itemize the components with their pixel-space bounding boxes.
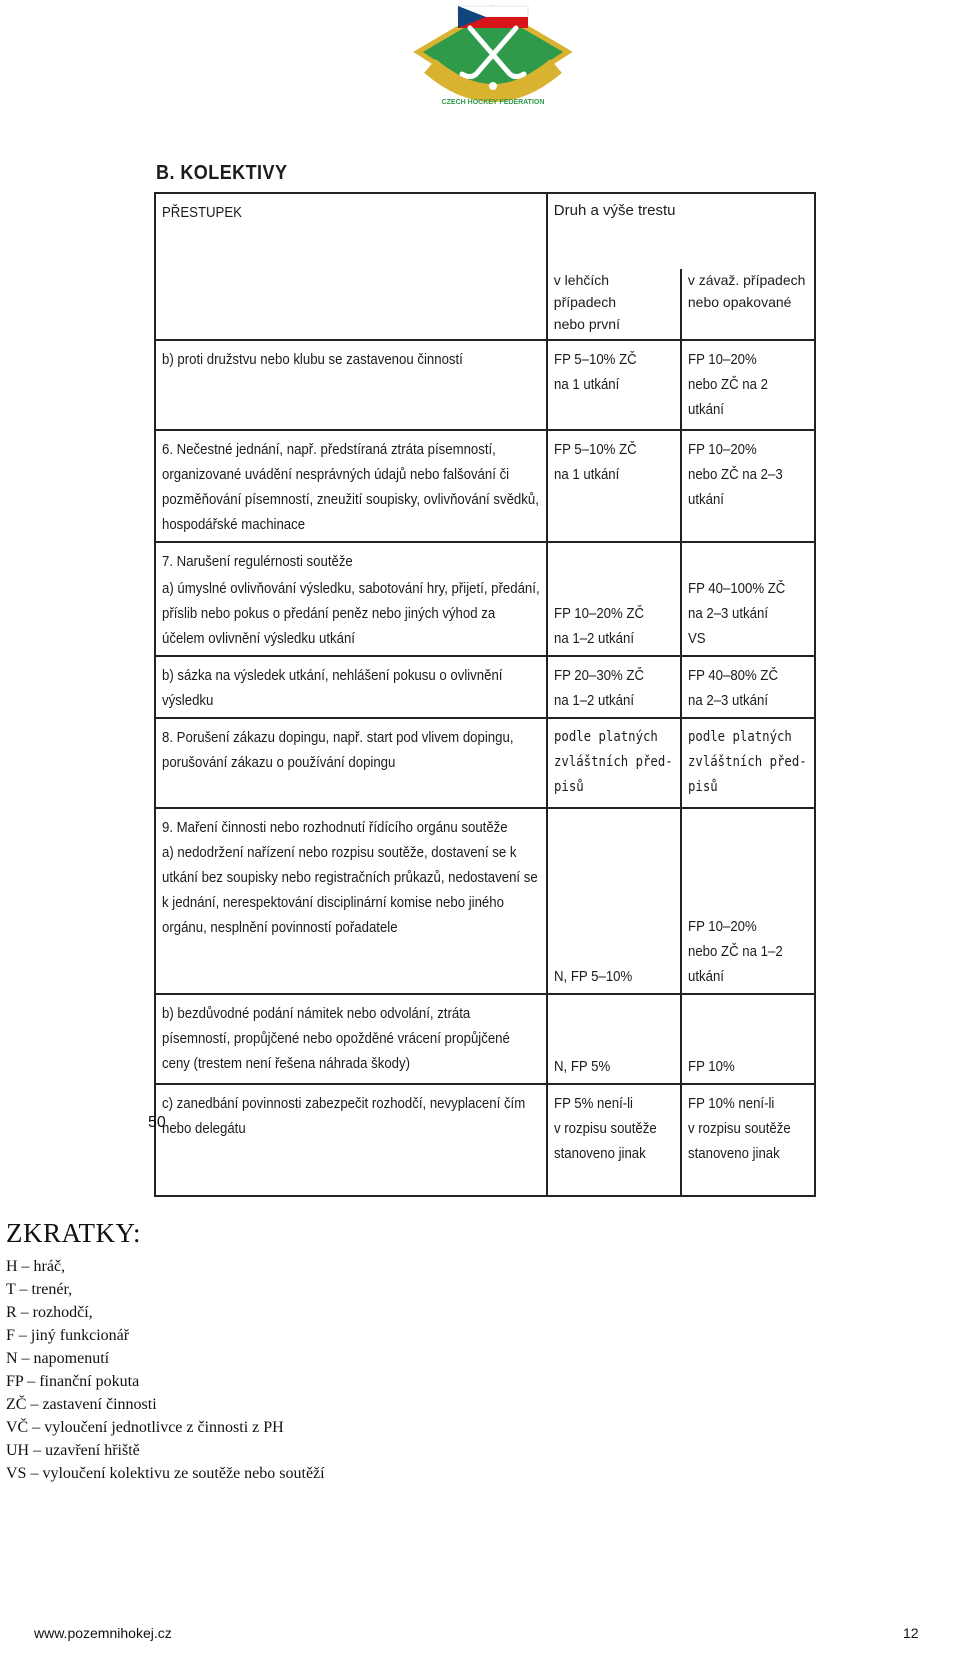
header-penalty-group: Druh a výše trestu	[547, 193, 815, 269]
list-item: UH – uzavření hřiště	[6, 1442, 140, 1459]
offense-cell: 8. Porušení zákazu dopingu, např. start pod vlivem dopingu, porušování zákazu o používání dopingu	[155, 718, 547, 808]
table-row	[155, 340, 815, 430]
abbreviations-list	[6, 1255, 325, 1485]
table-header-row	[155, 193, 815, 269]
list-item: H – hráč,	[6, 1258, 66, 1275]
logo-text: CZECH HOCKEY FEDERATION	[441, 99, 545, 106]
penalty-light-cell: FP 5–10% ZČ na 1 utkání	[547, 340, 681, 430]
offense-cell: a) úmyslné ovlivňování výsledku, sabotování hry, přijetí, předání, příslib nebo pokus o předání peněz nebo jiných výhod za účelem ovlivnění výsledku utkání	[155, 574, 547, 656]
table-row	[155, 718, 815, 808]
federation-logo	[408, 0, 578, 118]
list-item: VS – vyloučení kolektivu ze soutěže nebo soutěží	[6, 1465, 325, 1482]
penalty-severe-cell: FP 10%	[681, 994, 815, 1084]
table-row	[155, 430, 815, 542]
table-row	[155, 994, 815, 1084]
footer-url: www.pozemnihokej.cz	[34, 1625, 172, 1641]
list-item: R – rozhodčí,	[6, 1304, 93, 1321]
list-item: VČ – vyloučení jednotlivce z činnosti z PH	[6, 1419, 284, 1436]
header-col-severe: v závaž. případech nebo opakované	[681, 269, 815, 340]
list-item: T – trenér,	[6, 1281, 73, 1298]
penalty-light-cell: FP 10–20% ZČ na 1–2 utkání	[547, 542, 681, 656]
list-item: ZČ – zastavení činnosti	[6, 1396, 157, 1413]
penalty-light-cell: N, FP 5–10%	[547, 808, 681, 994]
penalty-severe-cell: FP 10–20% nebo ZČ na 2 utkání	[681, 340, 815, 430]
penalty-severe-cell: FP 40–100% ZČ na 2–3 utkání VS	[681, 542, 815, 656]
penalty-light-cell: podle platných zvláštních před- pisů	[547, 718, 681, 808]
list-item: F – jiný funkcionář	[6, 1327, 130, 1344]
penalty-severe-cell: FP 10–20% nebo ZČ na 1–2 utkání	[681, 808, 815, 994]
offense-cell: 7. Narušení regulérnosti soutěže	[155, 542, 547, 574]
list-item: FP – finanční pokuta	[6, 1373, 140, 1390]
table-row	[155, 1084, 815, 1196]
penalty-severe-cell: FP 10–20% nebo ZČ na 2–3 utkání	[681, 430, 815, 542]
offense-cell: b) bezdůvodné podání námitek nebo odvolání, ztráta písemností, propůjčené nebo opožděné vrácení propůjčené ceny (trestem není řešena náhrada škody)	[155, 994, 547, 1084]
offense-cell: 6. Nečestné jednání, např. předstíraná ztráta písemností, organizované uvádění nesprávných údajů nebo falšování či pozměňování písemností, zneužití soupisky, ovlivňování svědků, hospodářské machinace	[155, 430, 547, 542]
penalty-severe-cell: FP 10% není-li v rozpisu soutěže stanoveno jinak	[681, 1084, 815, 1196]
section-title: B. KOLEKTIVY	[156, 162, 288, 184]
penalty-severe-cell: podle platných zvláštních před- pisů	[681, 718, 815, 808]
offense-cell: b) sázka na výsledek utkání, nehlášení pokusu o ovlivnění výsledku	[155, 656, 547, 718]
table-row	[155, 542, 815, 574]
list-item: N – napomenutí	[6, 1350, 110, 1367]
penalty-severe-cell: FP 40–80% ZČ na 2–3 utkání	[681, 656, 815, 718]
offense-cell: c) zanedbání povinnosti zabezpečit rozhodčí, nevyplacení čím nebo delegátu	[155, 1084, 547, 1196]
offense-cell: b) proti družstvu nebo klubu se zastavenou činností	[155, 340, 547, 430]
abbreviations-heading: ZKRATKY:	[6, 1218, 142, 1249]
scanned-rulebook-page	[150, 162, 818, 1202]
penalty-table	[154, 192, 816, 1197]
offense-cell: 9. Maření činnosti nebo rozhodnutí řídícího orgánu soutěže a) nedodržení nařízení nebo rozpisu soutěže, dostavení se k utkání bez soupisky nebo registračních průkazů, nedostavení se k jednání, nerespektování disciplinární komise nebo jiného orgánu, nesplnění povinností pořadatele	[155, 808, 547, 994]
header-col-light: v lehčích případech nebo první	[547, 269, 681, 340]
penalty-light-cell: FP 5–10% ZČ na 1 utkání	[547, 430, 681, 542]
penalty-light-cell: FP 5% není-li v rozpisu soutěže stanoveno jinak	[547, 1084, 681, 1196]
penalty-light-cell: N, FP 5%	[547, 994, 681, 1084]
header-offense: PŘESTUPEK	[155, 193, 547, 340]
scan-page-number: 50	[148, 1114, 166, 1131]
table-row	[155, 656, 815, 718]
penalty-light-cell: FP 20–30% ZČ na 1–2 utkání	[547, 656, 681, 718]
table-row	[155, 808, 815, 994]
footer-page-number: 12	[903, 1625, 919, 1641]
